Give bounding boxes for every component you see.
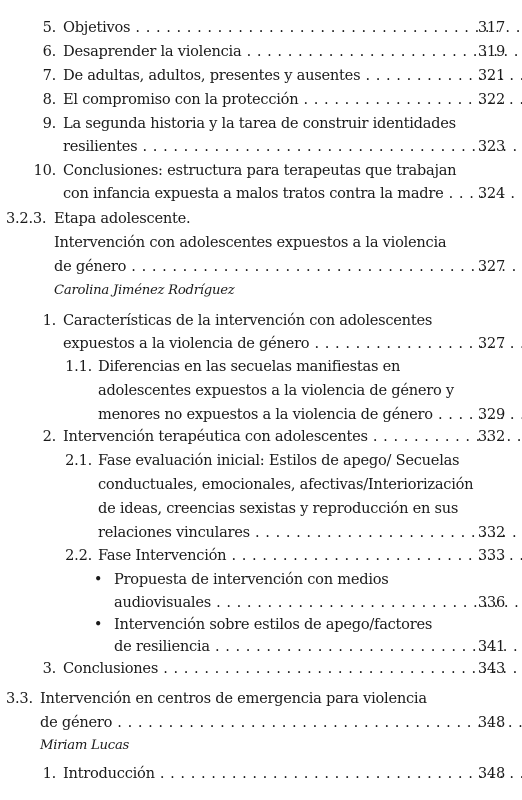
toc-author [0, 280, 522, 302]
toc-number: 1. [42, 312, 56, 329]
toc-number: 8. [42, 91, 56, 108]
toc-title: conductuales, emocionales, afectivas/Interiorización [98, 476, 474, 493]
toc-page-number: 332 [477, 524, 505, 541]
toc-page-number: 332 [477, 428, 505, 445]
toc-entry-continuation [0, 404, 522, 426]
toc-page-number: 322 [477, 91, 505, 108]
toc-subentry [0, 356, 522, 378]
toc-title: adolescentes expuestos a la violencia de género y [98, 382, 454, 399]
toc-title: de género . . . [40, 712, 471, 734]
toc-page-number: 321 [477, 67, 505, 84]
toc-entry-continuation [0, 522, 522, 544]
toc-title: de resiliencia . . . [114, 636, 471, 658]
toc-number: 2.1. [65, 452, 92, 469]
toc-number: 6. [42, 43, 56, 60]
toc-number: 9. [42, 115, 56, 132]
toc-entry-continuation [0, 712, 522, 734]
toc-number: 2. [42, 428, 56, 445]
toc-entry-continuation [0, 183, 522, 205]
bullet-icon: • [93, 571, 103, 588]
toc-entry [0, 426, 522, 448]
toc-entry-continuation [0, 474, 522, 496]
toc-entry [0, 17, 522, 39]
toc-title: Características de la intervención con adolescentes [63, 312, 433, 329]
toc-page-number: 329 [477, 406, 505, 423]
toc-title: Etapa adolescente. [54, 210, 191, 227]
toc-entry [0, 310, 522, 332]
author-name: Carolina Jiménez Rodríguez [54, 283, 235, 298]
toc-title: La segunda historia y la tarea de construir identidades [63, 115, 456, 132]
toc-page-number: 323 [477, 138, 505, 155]
toc-title: Introducción . . . [63, 763, 471, 785]
toc-entry-continuation [0, 380, 522, 402]
toc-page-number: 324 [477, 185, 505, 202]
toc-entry-continuation [0, 592, 522, 614]
toc-page-number: 341 [477, 638, 505, 655]
toc-title: con infancia expuesta a malos tratos contra la madre . . . [63, 183, 471, 205]
toc-page-number: 348 [477, 765, 505, 782]
toc-entry-continuation [0, 232, 522, 254]
toc-number: 3.3. [6, 690, 33, 707]
toc-page-number: 343 [477, 660, 505, 677]
toc-entry [0, 113, 522, 135]
toc-entry-continuation [0, 498, 522, 520]
toc-number: 1. [42, 765, 56, 782]
toc-number: 2.2. [65, 547, 92, 564]
toc-entry [0, 89, 522, 111]
toc-title: Fase evaluación inicial: Estilos de apego/ Secuelas [98, 452, 460, 469]
toc-title: Fase Intervención . . . [98, 545, 471, 567]
toc-page-number: 319 [477, 43, 505, 60]
toc-entry [0, 658, 522, 680]
toc-title: audiovisuales . . . [114, 592, 471, 614]
toc-entry [0, 160, 522, 182]
toc-number: 3. [42, 660, 56, 677]
toc-title: Intervención con adolescentes expuestos a la violencia [54, 234, 447, 251]
toc-number: 10. [33, 162, 56, 179]
toc-author [0, 735, 522, 757]
toc-number: 1.1. [65, 358, 92, 375]
toc-entry-continuation [0, 136, 522, 158]
toc-section-heading [0, 688, 522, 710]
toc-page-number: 336 [477, 594, 505, 611]
toc-entry-continuation [0, 636, 522, 658]
toc-page-number: 348 [477, 714, 505, 731]
toc-page-number: 327 [477, 258, 505, 275]
toc-title: menores no expuestos a la violencia de género . . . [98, 404, 471, 426]
toc-number: 7. [42, 67, 56, 84]
toc-entry-continuation [0, 256, 522, 278]
toc-subentry [0, 450, 522, 472]
toc-title: Intervención en centros de emergencia para violencia [40, 690, 427, 707]
toc-title: El compromiso con la protección . . . [63, 89, 471, 111]
toc-title: De adultas, adultos, presentes y ausentes . . . [63, 65, 471, 87]
toc-entry [0, 763, 522, 785]
toc-entry-continuation [0, 333, 522, 355]
toc-title: Intervención terapéutica con adolescentes . . . [63, 426, 471, 448]
toc-title: relaciones vinculares . . . [98, 522, 471, 544]
toc-page-number: 327 [477, 335, 505, 352]
toc-section-heading [0, 208, 522, 230]
author-name: Miriam Lucas [40, 738, 130, 753]
bullet-icon: • [93, 616, 103, 633]
toc-title: resilientes . . . [63, 136, 471, 158]
toc-entry [0, 65, 522, 87]
toc-title: Intervención sobre estilos de apego/factores [114, 616, 433, 633]
toc-title: Desaprender la violencia . . . [63, 41, 471, 63]
toc-number: 5. [42, 19, 56, 36]
toc-page-number: 333 [477, 547, 505, 564]
toc-title: Diferencias en las secuelas manifiestas en [98, 358, 401, 375]
toc-title: de ideas, creencias sexistas y reproducción en sus [98, 500, 459, 517]
toc-subentry [0, 545, 522, 567]
toc-title: de género . . . [54, 256, 471, 278]
toc-number: 3.2.3. [6, 210, 47, 227]
toc-title: Propuesta de intervención con medios [114, 571, 389, 588]
toc-bullet-entry [0, 614, 522, 636]
toc-title: Objetivos . . . [63, 17, 471, 39]
toc-title: Conclusiones . . . [63, 658, 471, 680]
toc-bullet-entry [0, 569, 522, 591]
toc-entry [0, 41, 522, 63]
toc-title: Conclusiones: estructura para terapeutas que trabajan [63, 162, 457, 179]
toc-page-number: 317 [477, 19, 505, 36]
toc-title: expuestos a la violencia de género . . . [63, 333, 471, 355]
